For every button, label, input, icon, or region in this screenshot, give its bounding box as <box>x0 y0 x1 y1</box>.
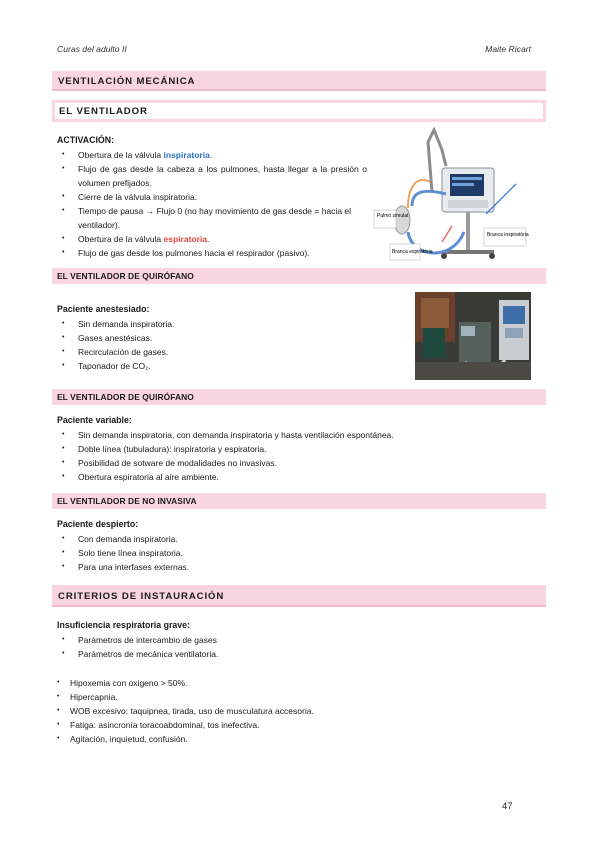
section-heading-quirofano-1 <box>52 268 546 284</box>
insuficiencia-lead: Insuficiencia respiratoria grave: <box>57 620 190 630</box>
section-heading-no-invasiva <box>52 493 546 509</box>
section-heading-quirofano-2 <box>52 389 546 405</box>
insuficiencia-list <box>57 633 457 661</box>
label-espiratoria: Branca espiratòria <box>392 249 433 255</box>
label-inspiratoria: Branca inspiratòria <box>487 232 529 238</box>
list-item: • Posibilidad de sotware de modalidades no invasivas. <box>57 456 537 470</box>
list-item: • Flujo de gas desde la cabeza a los pulmones, hasta llegar a la presión o volumen prefijados. <box>57 162 367 190</box>
section-heading-ventilacion <box>52 71 546 91</box>
list-item: • Hipoxemia con oxigeno > 50%. <box>57 676 477 690</box>
list-item: • Solo tiene línea inspiratoria. <box>57 546 457 560</box>
section-title: CRITERIOS DE INSTAURACIÓN <box>58 591 225 602</box>
list-item: • Taponador de CO₂. <box>57 359 387 373</box>
running-header-left: Curas del adulto II <box>57 44 127 54</box>
section-heading-ventilador <box>52 100 546 122</box>
espiratoria-highlight: espiratoria <box>163 234 207 244</box>
list-item: • Parámetros de intercambio de gases <box>57 633 457 647</box>
section-title: EL VENTILADOR DE QUIRÓFANO <box>57 271 194 281</box>
section-heading-criterios <box>52 585 546 607</box>
criterios-list <box>57 676 477 746</box>
list-item: • Recirculación de gases. <box>57 345 387 359</box>
anestesiado-list <box>57 317 387 373</box>
page-number: 47 <box>502 801 513 812</box>
inspiratoria-highlight: inspiratoria <box>163 150 210 160</box>
activacion-lead: ACTIVACIÓN: <box>57 135 115 145</box>
section-title: EL VENTILADOR DE QUIRÓFANO <box>57 392 194 402</box>
list-item: • Hipercapnia. <box>57 690 477 704</box>
section-title: EL VENTILADOR <box>59 106 148 117</box>
list-item: • Sin demanda inspiratoria, con demanda inspiratoria y hasta ventilación espontánea. <box>57 428 537 442</box>
list-item: • Obertura de la válvula inspiratoria. <box>57 148 367 162</box>
list-item: • Obertura espiratoria al aire ambiente. <box>57 470 537 484</box>
list-item: • Fatiga: asincronía toracoabdominal, tos inefectiva. <box>57 718 477 732</box>
label-pulmo: Pulmó simulat <box>377 213 409 219</box>
activacion-list <box>57 148 367 260</box>
variable-lead: Paciente variable: <box>57 415 132 425</box>
despierto-lead: Paciente despierto: <box>57 519 139 529</box>
section-title: VENTILACIÓN MECÁNICA <box>58 76 196 87</box>
operating-room-photo <box>415 292 531 380</box>
section-title: EL VENTILADOR DE NO INVASIVA <box>57 496 197 506</box>
list-item: • Para una interfases externas. <box>57 560 457 574</box>
ventilator-illustration <box>372 122 532 266</box>
list-item: • Tiempo de pausa → Flujo 0 (no hay movimiento de gas desde = hacia el ventilador). <box>57 204 367 232</box>
despierto-list <box>57 532 457 574</box>
list-item: • Cierre de la válvula inspiratoria. <box>57 190 367 204</box>
running-header-right: Maite Ricart <box>485 44 531 54</box>
variable-list <box>57 428 537 484</box>
list-item: • Agitación, inquietud, confusión. <box>57 732 477 746</box>
list-item: • Parámetros de mecánica ventilatoria. <box>57 647 457 661</box>
list-item: • Doble línea (tubuladura): inspiratoria y espiratoria. <box>57 442 537 456</box>
list-item: • Obertura de la válvula espiratoria. <box>57 232 367 246</box>
anestesiado-lead: Paciente anestesiado: <box>57 304 150 314</box>
list-item: • Sin demanda inspiratoria. <box>57 317 387 331</box>
list-item: • Gases anestésicas. <box>57 331 387 345</box>
list-item: • Con demanda inspiratoria. <box>57 532 457 546</box>
list-item: • Flujo de gas desde los pulmones hacia el respirador (pasivo). <box>57 246 367 260</box>
list-item: • WOB excesivo: taquipnea, tirada, uso de musculatura accesoria. <box>57 704 477 718</box>
